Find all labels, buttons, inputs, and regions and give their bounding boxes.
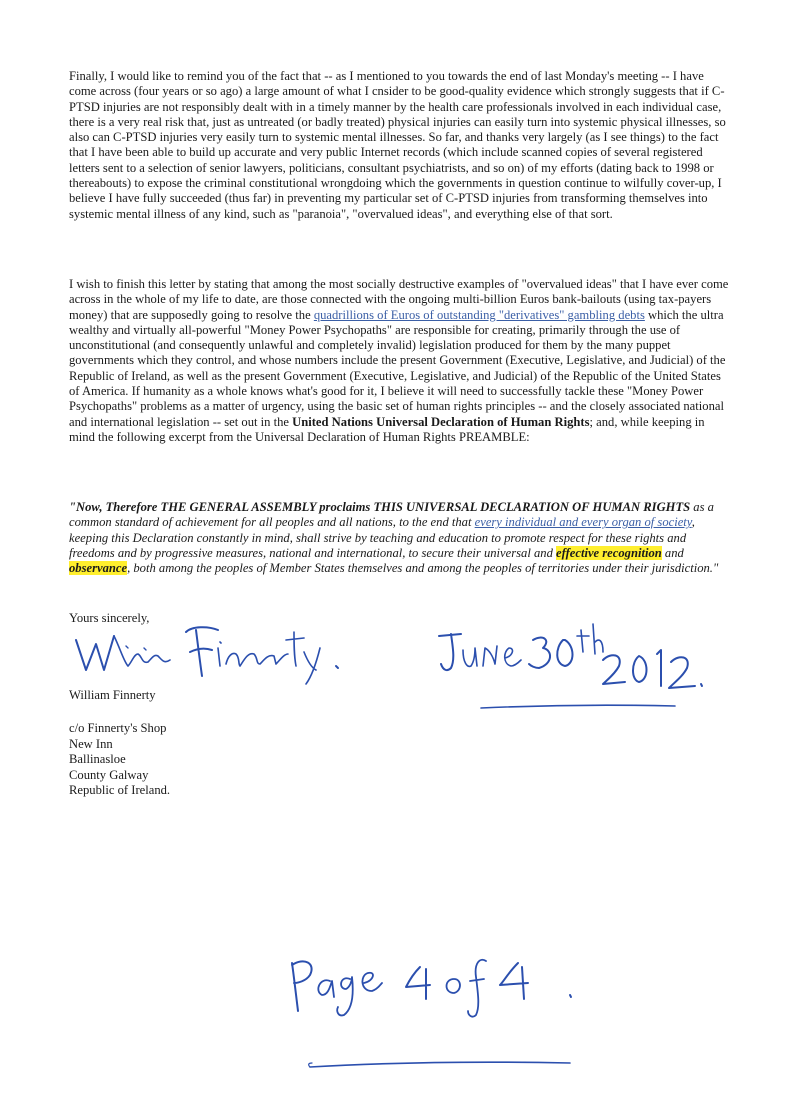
closing-salutation: Yours sincerely, [69,611,150,625]
handwritten-signature [68,618,368,688]
address-line: c/o Finnerty's Shop [69,721,167,735]
address-line: Republic of Ireland. [69,783,171,797]
address-block [69,721,170,799]
every-individual-link[interactable]: every individual and every organ of society [474,515,692,530]
quote-text-d: , both among the peoples of Member States themselves and among the peoples of territories under their jurisdiction." [127,561,719,576]
signer-name: William Finnerty [69,688,156,702]
paragraph-overvalued-ideas [69,277,733,445]
quote-text-b: , keeping this Declaration constantly in mind, shall strive by teaching and education to promote respect for these rights and freedoms and by progressive measures, national and international, to secure their universal and [69,515,695,560]
para2-text-b: which the ultra wealthy and virtually all-powerful "Money Power Psychopaths" are responsible for creating, primarily through the use of unconstitutional (and consequently unlawful and completely invalid) legislation produced for them by the many puppet governments which they control, and whose numbers include the present Government (Executive, Legislative, and Judicial) of the Republic of Ireland, as well as the present Government (Executive, Legislative, and Judicial) of the Republic of the United States of America. If humanity as a whole knows what's good for it, I believe it will need to successfully tackle these "Money Power Psychopaths" problems as a matter of urgency, using the basic set of human rights principles -- and the closely associated national and international legislation -- set out in the [69,307,726,429]
handwritten-date [425,620,715,720]
quote-bold-text: "Now, Therefore THE GENERAL ASSEMBLY proclaims THIS UNIVERSAL DECLARATION OF HUMAN RIGHTS [69,500,691,514]
udhr-title-bold: United Nations Universal Declaration of Human Rights [292,414,590,429]
highlight-observance: observance [69,561,128,576]
quote-text-c: and [661,545,684,560]
address-line: New Inn [69,736,113,751]
highlight-effective-recognition: effective recognition [556,545,662,560]
derivatives-debts-link[interactable]: quadrillions of Euros of outstanding "derivatives" gambling debts [313,307,645,322]
address-line: County Galway [69,767,149,782]
address-line: Ballinasloe [69,752,126,766]
para2-text-c: ; and, while keeping in mind the following excerpt from the Universal Declaration of Human Rights PREAMBLE: [69,414,705,444]
para2-text-a: I wish to finish this letter by stating that among the most socially destructive examples of "overvalued ideas" that I have ever come across in the whole of my life to date, are those connected with the ongoing multi-billion Euros bank-bailouts (using tax-payers money) that are supposedly going to resolve the [69,277,729,322]
preamble-quote [69,500,733,576]
paragraph-cptsd [69,69,733,222]
handwritten-page-number [280,955,600,1075]
paragraph-cptsd-text: Finally, I would like to remind you of the fact that -- as I mentioned to you towards the end of last Monday's meeting -- I have come across (four years or so ago) a large amount of what I cnsider to be good-quality evidence which strongly suggests that if C-PTSD injuries are not responsibly dealt with in a timely manner by the health care professionals involved in each individual case, there is a very real risk that, just as untreated (or badly treated) physical injuries can easily turn into systemic physical illnesses, so also can C-PTSD injuries very easily turn to systemic mental illnesses. So far, and thanks very largely (as I see things) to the fact that I have been able to build up accurate and very public Internet records (which include scanned copies of several registered letters sent to a selection of senior lawyers, politicians, consultant psychiatrists, and so on) of my efforts (dating back to 1998 or thereabouts) to expose the criminal constitutional wrongdoing which the governments in question continue to wilfully cover-up, I believe I have fully succeeded (thus far) in preventing my particular set of C-PTSD injuries from transforming themselves into systemic mental illness of any kind, such as "paranoia", "overvalued ideas", and everything else of that sort. [69,69,726,221]
quote-text-a: as a common standard of achievement for all peoples and all nations, to the end that [69,500,714,530]
